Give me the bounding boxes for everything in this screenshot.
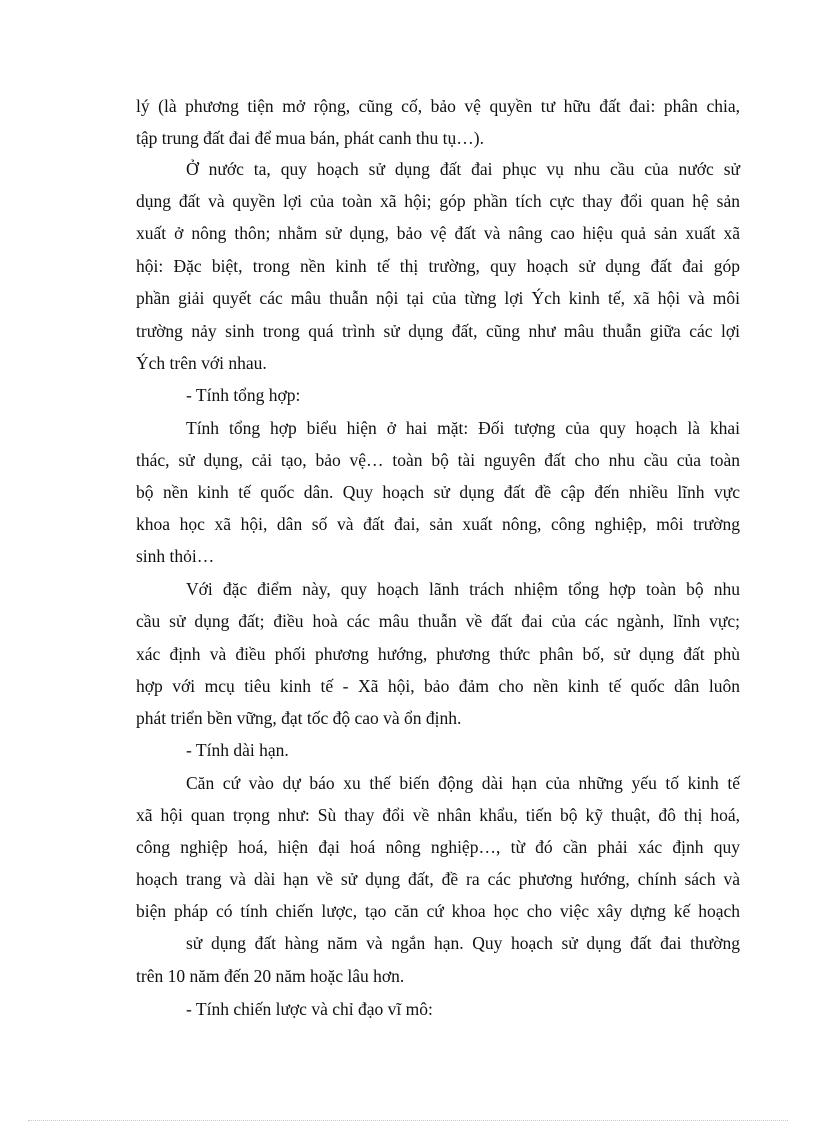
text-line-14: khoa học xã hội, dân số và đất đai, sản xuất nông, công nghiệp, môi trường <box>136 514 740 534</box>
text-line-27: sử dụng đất hàng năm và ngắn hạn. Quy hoạch sử dụng đất đai thường <box>186 933 740 953</box>
text-line-4: dụng đất và quyền lợi của toàn xã hội; góp phần tích cực thay đổi quan hệ sản <box>136 191 740 211</box>
page-footer-divider <box>28 1120 788 1121</box>
section-heading-dai-han: - Tính dài hạn. <box>186 740 289 760</box>
text-line-3: Ở nước ta, quy hoạch sử dụng đất đai phục vụ nhu cầu của nước sử <box>186 159 740 179</box>
text-line-12: thác, sử dụng, cải tạo, bảo vệ… toàn bộ tài nguyên đất cho nhu cầu của toàn <box>136 450 740 470</box>
text-line-28: trên 10 năm đến 20 năm hoặc lâu hơn. <box>136 966 405 986</box>
section-heading-tong-hop: - Tính tổng hợp: <box>186 385 301 405</box>
text-line-24: công nghiệp hoá, hiện đại hoá nông nghiệp…, từ đó cần phải xác định quy <box>136 837 740 857</box>
text-line-19: hợp với mcụ tiêu kinh tế - Xã hội, bảo đảm cho nền kinh tế quốc dân luôn <box>136 676 740 696</box>
text-line-20: phát triển bền vững, đạt tốc độ cao và ổn định. <box>136 708 462 728</box>
text-line-8: trường nảy sinh trong quá trình sử dụng đất, cũng như mâu thuẫn giữa các lợi <box>136 321 740 341</box>
text-line-6: hội: Đặc biệt, trong nền kinh tế thị trường, quy hoạch sử dụng đất đai góp <box>136 256 740 276</box>
text-line-15: sinh thỏi… <box>136 546 215 566</box>
text-line-17: cầu sử dụng đất; điều hoà các mâu thuẫn về đất đai của các ngành, lĩnh vực; <box>136 611 740 631</box>
text-line-7: phần giải quyết các mâu thuẫn nội tại của từng lợi Ých kinh tế, xã hội và môi <box>136 288 740 308</box>
text-line-5: xuất ở nông thôn; nhằm sử dụng, bảo vệ đất và nâng cao hiệu quả sản xuất xã <box>136 223 740 243</box>
text-line-22: Căn cứ vào dự báo xu thế biến động dài hạn của những yếu tố kinh tế <box>186 773 740 793</box>
text-line-1: lý (là phương tiện mở rộng, cũng cố, bảo vệ quyền tư hữu đất đai: phân chia, <box>136 96 740 116</box>
text-line-23: xã hội quan trọng như: Sù thay đổi về nhân khẩu, tiến bộ kỹ thuật, đô thị hoá, <box>136 805 740 825</box>
text-line-16: Với đặc điểm này, quy hoạch lãnh trách nhiệm tổng hợp toàn bộ nhu <box>186 579 740 599</box>
section-heading-chien-luoc: - Tính chiến lược và chỉ đạo vĩ mô: <box>186 999 433 1019</box>
text-line-9: Ých trên với nhau. <box>136 353 267 373</box>
text-line-2: tập trung đất đai để mua bán, phát canh thu tụ…). <box>136 128 484 148</box>
text-line-13: bộ nền kinh tế quốc dân. Quy hoạch sử dụng đất đề cập đến nhiều lĩnh vực <box>136 482 740 502</box>
text-line-25: hoạch trang và dài hạn về sử dụng đất, đề ra các phương hướng, chính sách và <box>136 869 740 889</box>
text-line-11: Tính tổng hợp biểu hiện ở hai mặt: Đối tượng của quy hoạch là khai <box>186 418 740 438</box>
text-line-26: biện pháp có tính chiến lược, tạo căn cứ khoa học cho việc xây dựng kế hoạch <box>136 901 740 921</box>
text-line-18: xác định và điều phối phương hướng, phương thức phân bố, sử dụng đất phù <box>136 644 740 664</box>
